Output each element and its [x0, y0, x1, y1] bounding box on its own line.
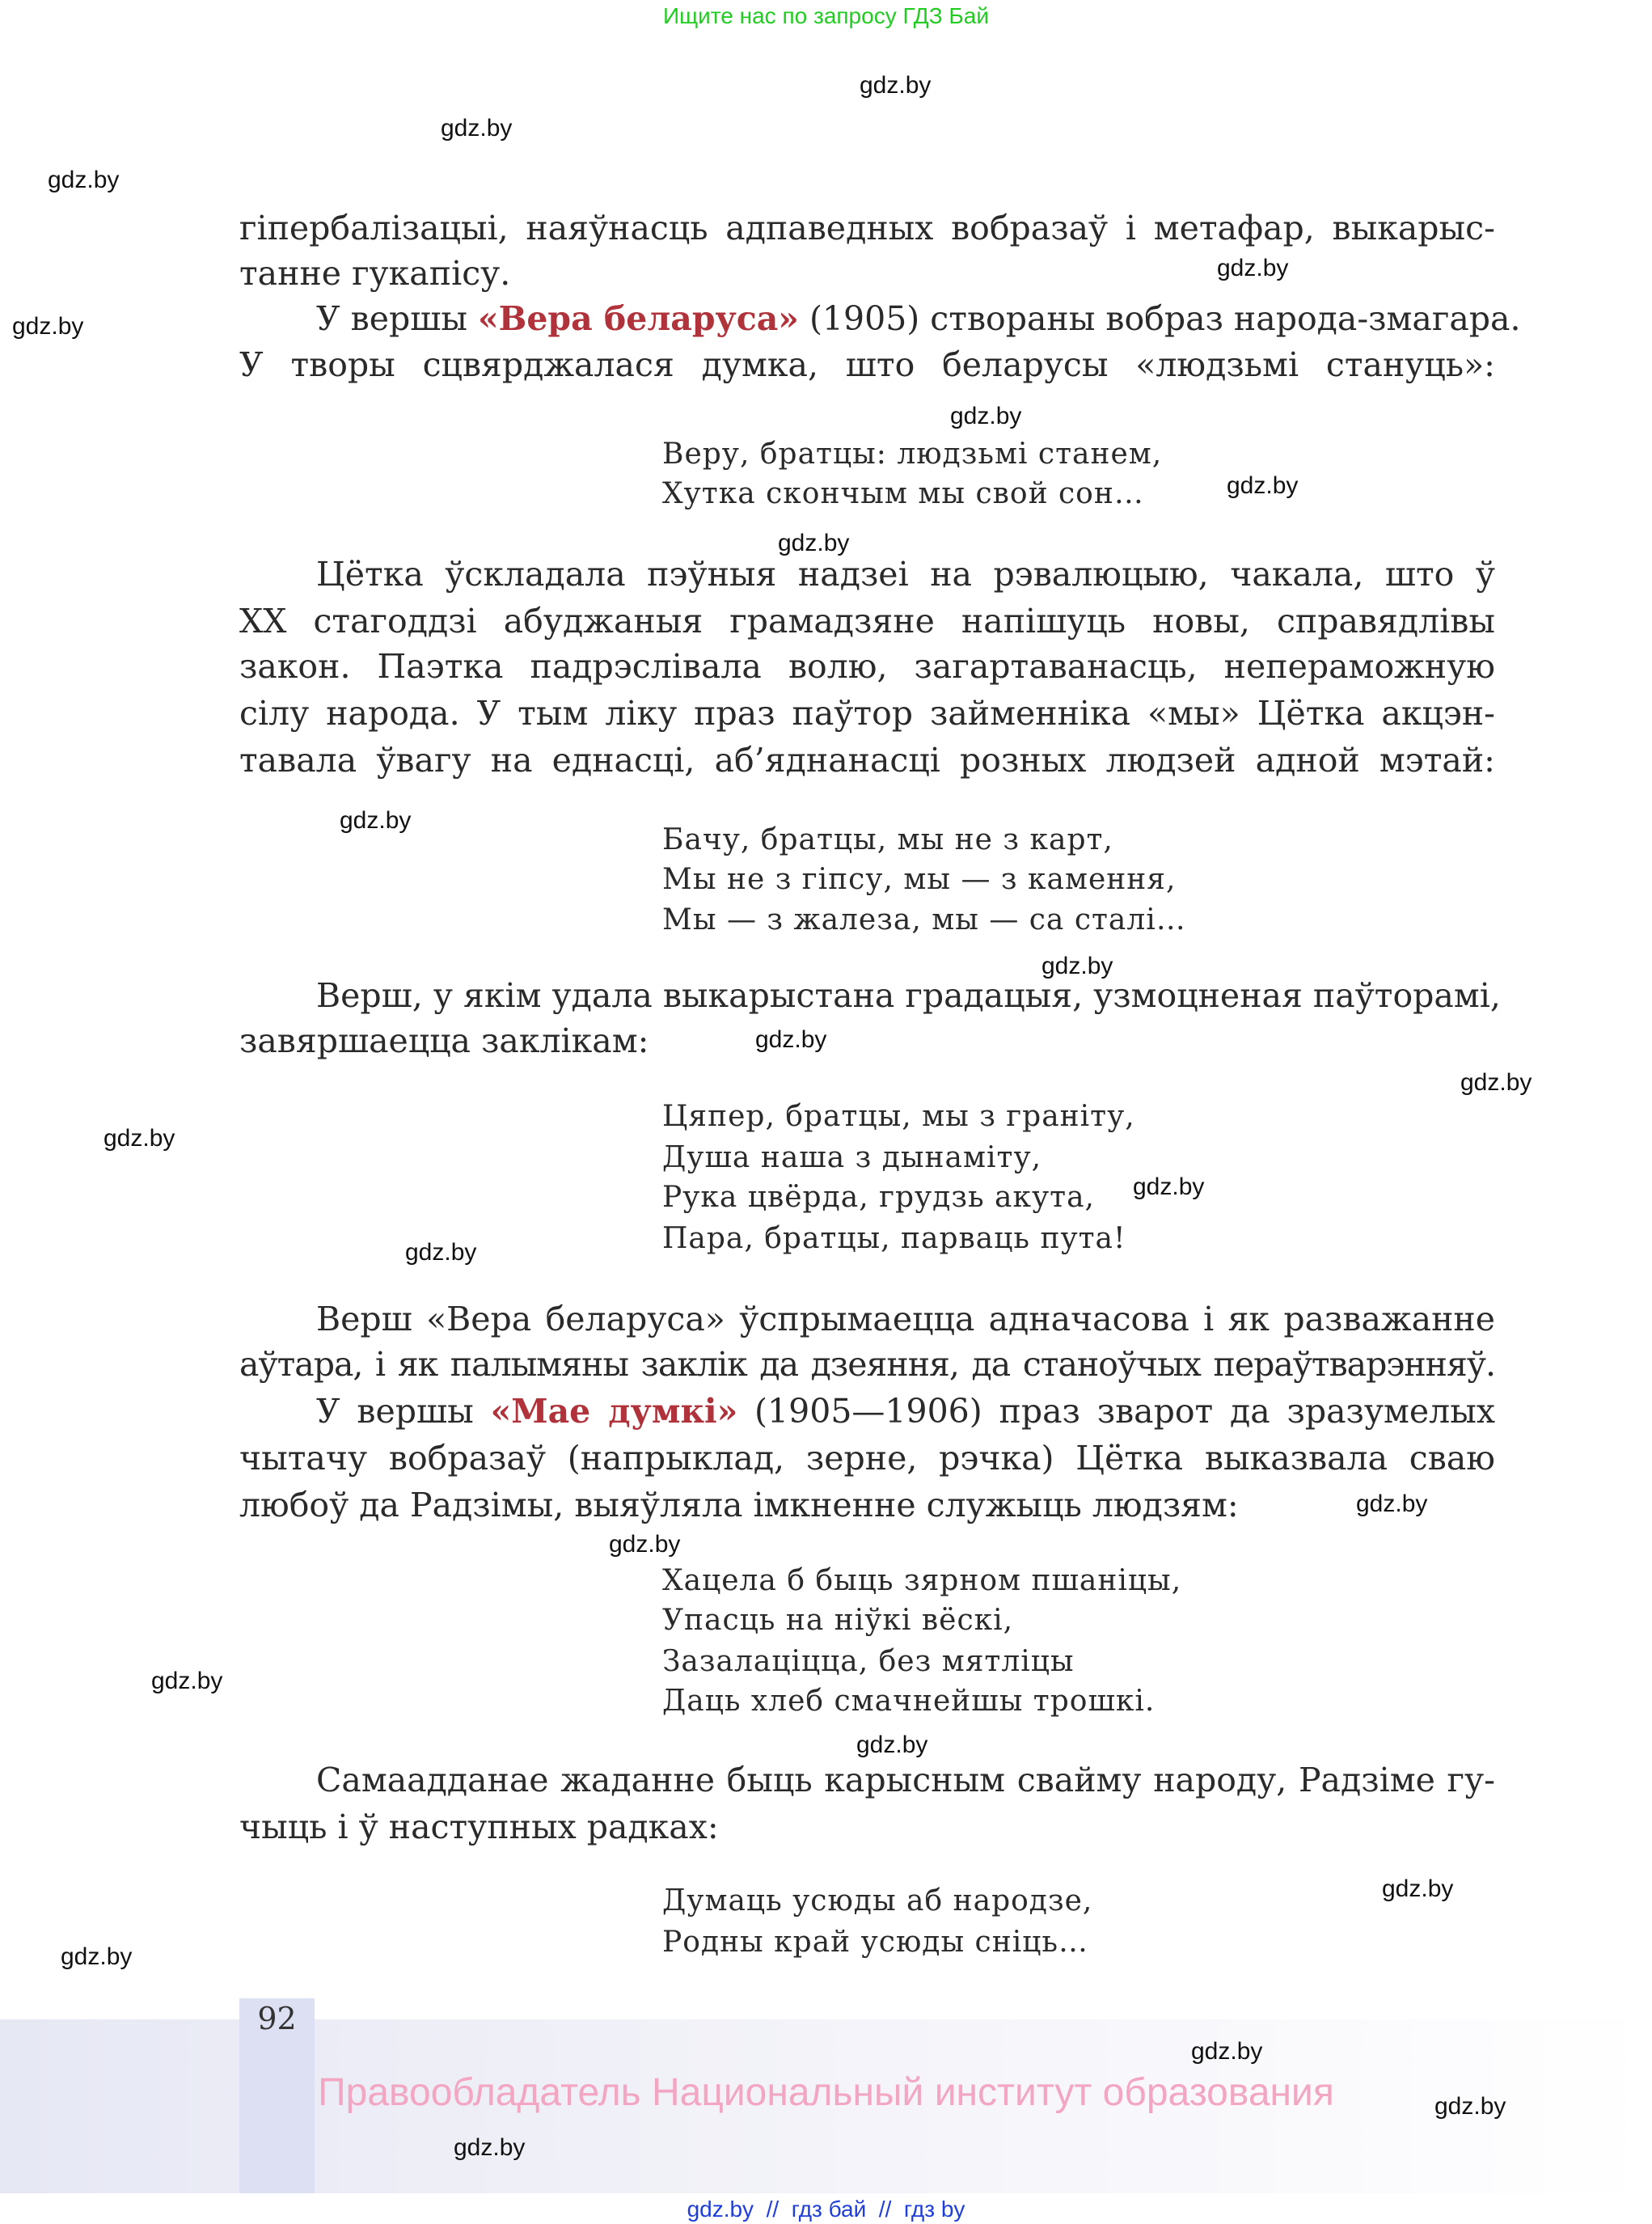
text-line: Цётка ўскладала пэўныя надзеі на рэвалюцыю, чакала, што ў [316, 555, 1495, 594]
poem-line: Хутка скончым мы свой сон… [662, 477, 1144, 510]
text-line: тавала ўвагу на еднасці, аб’яднанасці розных людзей адной мэтай: [239, 741, 1495, 780]
watermark: gdz.by [12, 313, 84, 340]
text-line: гіпербалізацыі, наяўнасць адпаведных вобразаў і метафар, выкарыс- [239, 209, 1495, 247]
watermark: gdz.by [609, 1531, 681, 1558]
poem-line: Рука цвёрда, грудзь акута, [662, 1181, 1095, 1214]
watermark: gdz.by [860, 72, 932, 99]
watermark: gdz.by [1434, 2093, 1506, 2120]
watermark: gdz.by [1227, 472, 1299, 499]
watermark: gdz.by [441, 115, 513, 142]
watermark: gdz.by [405, 1239, 477, 1266]
poem-line: Веру, братцы: людзьмі станем, [662, 438, 1163, 471]
text-line: танне гукапісу. [239, 254, 511, 293]
text-span: (1905—1906) праз зварот да зразумелых [737, 1392, 1495, 1431]
poem-line: Мы не з гіпсу, мы — з камення, [662, 863, 1177, 896]
watermark: gdz.by [1217, 255, 1289, 281]
text-line: чытачу вобразаў (напрыклад, зерне, рэчка) Цётка выказвала сваю [239, 1439, 1495, 1478]
watermark: gdz.by [1041, 953, 1113, 979]
watermark: gdz.by [950, 403, 1022, 429]
poem-title: «Мае думкі» [490, 1392, 738, 1431]
poem-line: Даць хлеб смачнейшы трошкі. [662, 1685, 1156, 1718]
watermark: gdz.by [1191, 2038, 1263, 2065]
poem-line: Зазалаціцца, без мятліцы [662, 1645, 1075, 1678]
page-number: 92 [257, 2001, 297, 2036]
watermark: gdz.by [1460, 1069, 1532, 1096]
watermark: gdz.by [1133, 1173, 1205, 1200]
watermark: gdz.by [1382, 1875, 1454, 1902]
text-line: Верш «Вера беларуса» ўспрымаецца адначасова і як разважанне [316, 1300, 1495, 1338]
poem-title: «Вера беларуса» [478, 299, 799, 338]
text-line: закон. Паэтка падрэслівала волю, загартаванасць, непераможную [239, 647, 1495, 686]
poem-line: Душа наша з дынаміту, [662, 1141, 1042, 1174]
poem-line: Цяпер, братцы, мы з граніту, [662, 1100, 1135, 1133]
poem-line: Родны край усюды сніць… [662, 1926, 1088, 1959]
text-line: У творы сцвярджалася думка, што беларусы «людзьмі стануць»: [239, 345, 1495, 384]
poem-line: Пара, братцы, парваць пута! [662, 1222, 1126, 1255]
text-span: (1905) створаны вобраз народа-змагара. [798, 299, 1521, 338]
text-line: любоў да Радзімы, выяўляла імкненне служыць людзям: [239, 1486, 1239, 1524]
watermark: gdz.by [778, 530, 850, 556]
text-span: У вершы [316, 299, 479, 338]
rights-holder-text: Правообладатель Национальный институт образования [318, 2071, 1334, 2114]
text-line: Верш, у якім удала выкарыстана градацыя, узмоцненая паўторамі, [316, 976, 1501, 1015]
text-line: завяршаецца заклікам: [239, 1021, 649, 1060]
text-line: чыць і ў наступных радках: [239, 1808, 719, 1846]
watermark: gdz.by [1356, 1490, 1428, 1517]
watermark: gdz.by [454, 2134, 526, 2161]
poem-line: Бачу, братцы, мы не з карт, [662, 823, 1113, 856]
text-line [316, 295, 1521, 342]
poem-line: Мы — з жалеза, мы — са сталі… [662, 903, 1186, 937]
watermark: gdz.by [104, 1125, 175, 1152]
text-line: сілу народа. У тым ліку праз паўтор займенніка «мы» Цётка акцэн- [239, 694, 1495, 733]
text-span: У вершы [316, 1392, 491, 1431]
bottom-links[interactable]: gdz.by // гдз бай // гдз by [687, 2197, 965, 2222]
text-line: Самаадданае жаданне быць карысным свайму народу, Радзіме гу- [316, 1761, 1495, 1799]
poem-line: Хацела б быць зярном пшаніцы, [662, 1564, 1182, 1597]
watermark: gdz.by [48, 167, 120, 193]
text-line: ХХ стагоддзі абуджаныя грамадзяне напішуць новы, справядлівы [239, 602, 1495, 641]
poem-line: Упасць на ніўкі вёскі, [662, 1604, 1014, 1637]
top-ad-text[interactable]: Ищите нас по запросу ГДЗ Бай [662, 3, 990, 28]
poem-line: Думаць усюды аб народзе, [662, 1884, 1093, 1917]
watermark: gdz.by [755, 1026, 827, 1053]
watermark: gdz.by [151, 1668, 223, 1694]
watermark: gdz.by [856, 1731, 928, 1758]
watermark: gdz.by [61, 1943, 133, 1970]
watermark: gdz.by [340, 807, 412, 834]
text-line: аўтара, і як палымяны заклік да дзеяння, да станоўчых пераўтварэнняў. [239, 1345, 1495, 1384]
text-line [316, 1388, 1495, 1435]
